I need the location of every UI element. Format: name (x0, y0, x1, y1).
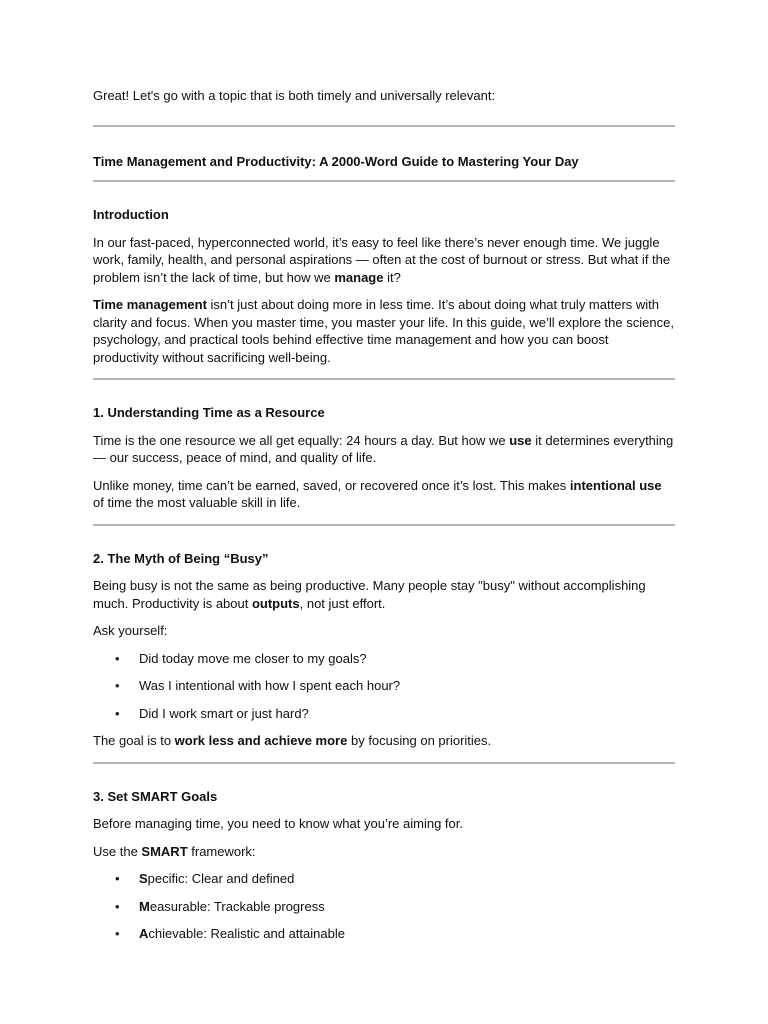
text-run: Being busy is not the same as being productive. Many people stay "busy" without accomplishing much. Productivity is about (93, 578, 646, 611)
text-run: The goal is to (93, 733, 175, 748)
bullet: • (115, 650, 120, 666)
bullet: • (115, 898, 120, 914)
divider (93, 125, 675, 127)
list-item (93, 677, 675, 695)
text-run: isn’t just about doing more in less time. It’s about doing what truly matters with clarity and focus. When you master time, you master your life. In this guide, we’ll explore the science, psychology, and practical tools behind effective time management and how you can boost productivity without sacrificing well-being. (93, 297, 674, 365)
paragraph: Before managing time, you need to know what you’re aiming for. (93, 816, 463, 831)
bold-text: A (139, 926, 149, 941)
list-item (93, 898, 675, 916)
section-introduction (93, 182, 675, 366)
paragraph (93, 432, 675, 467)
document-title: Time Management and Productivity: A 2000-Word Guide to Mastering Your Day (93, 153, 579, 169)
list-item-text: chievable: Realistic and attainable (148, 926, 345, 941)
text-run: In our fast-paced, hyperconnected world, it’s easy to feel like there’s never enough time. We juggle work, family, health, and personal aspirations — often at the cost of burnout or stress. But what if the problem isn’t the lack of time, but how we (93, 234, 671, 285)
intro-line: Great! Let's go with a topic that is both timely and universally relevant: (93, 88, 496, 103)
bullet: • (115, 871, 120, 886)
list-item (93, 650, 675, 668)
section-understanding-time (93, 380, 675, 512)
text-run: Unlike money, time can’t be earned, saved, or recovered once it’s lost. This makes (93, 477, 570, 493)
paragraph: Ask yourself: (93, 623, 168, 638)
bold-text: intentional use (569, 477, 662, 493)
text-run: Time is the one resource we all get equally: 24 hours a day. But how we (93, 432, 510, 448)
list-item (93, 705, 675, 723)
section-myth-of-busy (93, 526, 675, 750)
bullet: • (115, 705, 120, 721)
text-run: by focusing on priorities. (347, 733, 492, 748)
paragraph (93, 234, 675, 287)
paragraph (93, 477, 675, 512)
question-list (93, 650, 675, 723)
list-item (93, 925, 675, 943)
bold-text: SMART (141, 843, 188, 859)
bold-text: use (509, 432, 532, 448)
list-item (93, 870, 675, 888)
paragraph (93, 296, 675, 366)
list-item-text: easurable: Trackable progress (149, 898, 325, 914)
document-body (93, 87, 675, 953)
smart-list (93, 870, 675, 943)
paragraph (93, 843, 675, 861)
bold-text: S (139, 871, 148, 886)
bold-text: outputs (251, 595, 300, 611)
text-run: it determines everything — our success, peace of mind, and quality of life. (93, 432, 674, 465)
section-heading: 1. Understanding Time as a Resource (93, 405, 325, 420)
section-heading: Introduction (93, 207, 169, 222)
bold-text: Time management (93, 297, 207, 312)
bold-text: M (139, 898, 150, 914)
bullet: • (115, 926, 120, 941)
bullet: • (115, 678, 120, 693)
bold-text: work less and achieve more (174, 733, 348, 748)
bold-text: manage (334, 269, 384, 285)
list-item-text: pecific: Clear and defined (147, 871, 295, 886)
paragraph (93, 732, 675, 750)
section-heading: 3. Set SMART Goals (93, 788, 218, 804)
text-run: Use the (93, 843, 142, 859)
list-item-text: Was I intentional with how I spent each hour? (139, 678, 401, 693)
text-run: it? (383, 269, 401, 285)
paragraph (93, 577, 675, 612)
list-item-text: Did I work smart or just hard? (139, 705, 309, 721)
section-heading: 2. The Myth of Being “Busy” (93, 550, 269, 566)
section-smart-goals (93, 764, 675, 943)
text-run: , not just effort. (299, 595, 386, 611)
text-run: framework: (187, 843, 256, 859)
text-run: of time the most valuable skill in life. (93, 495, 301, 510)
list-item-text: Did today move me closer to my goals? (139, 650, 367, 666)
